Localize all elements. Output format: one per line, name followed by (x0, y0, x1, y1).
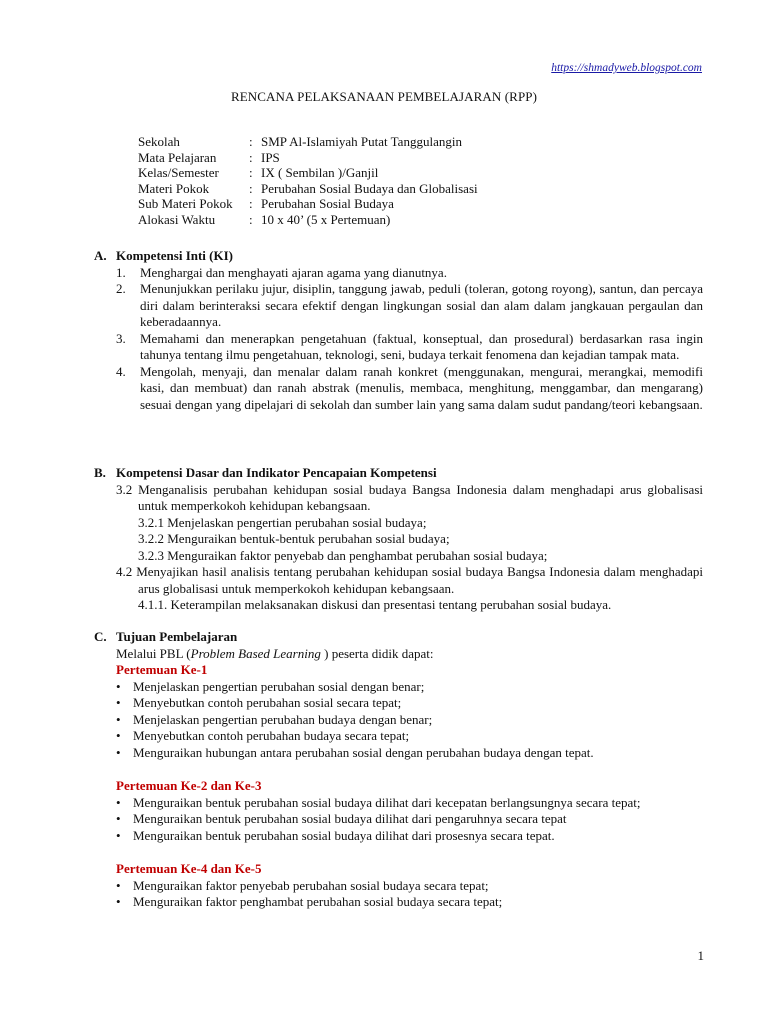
info-row-kelas-semester (138, 165, 478, 181)
list-item (116, 728, 703, 745)
info-value: 10 x 40’ (5 x Pertemuan) (261, 211, 391, 227)
info-row-alokasi-waktu (138, 212, 478, 228)
list-text: Menyebutkan contoh perubahan budaya secara tepat; (133, 728, 410, 743)
info-colon: : (249, 149, 253, 165)
bullet-list (116, 795, 703, 845)
info-value: Perubahan Sosial Budaya dan Globalisasi (261, 180, 478, 196)
bullet-list (116, 679, 703, 762)
section-letter: C. (94, 629, 107, 644)
bullet-icon: • (116, 695, 121, 710)
intro-emphasis: Problem Based Learning (190, 645, 321, 661)
info-colon: : (249, 180, 253, 196)
section-tujuan-pembelajaran (94, 629, 703, 911)
bullet-icon: • (116, 728, 121, 743)
indicator-list (138, 597, 703, 614)
info-row-sub-materi (138, 196, 478, 212)
section-title: Tujuan Pembelajaran (116, 629, 238, 644)
bullet-icon: • (116, 877, 121, 893)
info-colon: : (249, 165, 253, 180)
info-row-mata-pelajaran (138, 150, 478, 166)
info-label: Mata Pelajaran (138, 149, 217, 165)
list-text: Menjelaskan pengertian perubahan budaya dengan benar; (133, 711, 433, 727)
list-text: Menguraikan bentuk perubahan sosial budaya dilihat dari kecepatan berlangsungnya secara tepat; (133, 794, 641, 810)
intro-after: ) peserta didik dapat: (320, 645, 434, 661)
list-item (116, 745, 703, 762)
list-text: Menunjukkan perilaku jujur, disiplin, tanggung jawab, peduli (toleran, gotong royong), santun, dan percaya diri dalam berinteraksi secara efektif dengan lingkungan sosial dan alam dalam jangkauan pergaulan dan keberadaannya. (140, 281, 703, 329)
section-letter: B. (94, 465, 106, 480)
info-label: Sub Materi Pokok (138, 196, 233, 211)
list-text: Menguraikan faktor penghambat perubahan sosial budaya secara tepat; (133, 894, 503, 909)
list-text: Menyebutkan contoh perubahan sosial secara tepat; (133, 695, 402, 710)
kd-text: 4.2 Menyajikan hasil analisis tentang perubahan kehidupan sosial budaya Bangsa Indonesia dalam menghadapi arus globalisasi untuk memperkokoh kehidupan kebangsaan. (116, 564, 703, 596)
intro-before: Melalui PBL ( (116, 645, 191, 661)
list-number: 2. (116, 281, 126, 296)
bullet-icon: • (116, 894, 121, 909)
bullet-list (116, 878, 703, 911)
info-table (138, 134, 478, 227)
info-row-sekolah (138, 134, 478, 150)
meeting-title: Pertemuan Ke-1 (116, 662, 208, 677)
section-title: Kompetensi Dasar dan Indikator Pencapaian Kompetensi (116, 465, 437, 480)
list-item (116, 795, 703, 812)
meeting-title: Pertemuan Ke-4 dan Ke-5 (116, 861, 262, 876)
info-label: Alokasi Waktu (138, 211, 216, 227)
info-value: IPS (261, 149, 280, 165)
info-label: Kelas/Semester (138, 165, 219, 180)
list-item (116, 331, 703, 364)
section-heading (94, 465, 703, 482)
bullet-icon: • (116, 827, 121, 843)
list-number: 3. (116, 330, 126, 346)
info-colon: : (249, 196, 253, 211)
kd-item (116, 564, 703, 597)
document-title: RENCANA PELAKSANAAN PEMBELAJARAN (RPP) (230, 89, 538, 104)
list-item (116, 265, 703, 282)
info-colon: : (249, 134, 253, 149)
kd-item (116, 482, 703, 515)
list-text: Menjelaskan pengertian perubahan sosial dengan benar; (133, 678, 425, 694)
info-label: Materi Pokok (138, 180, 210, 196)
page-number: 1 (697, 948, 704, 963)
blog-url-link[interactable]: https://shmadyweb.blogspot.com (551, 62, 702, 74)
meeting-title: Pertemuan Ke-2 dan Ke-3 (116, 778, 262, 793)
bullet-icon: • (116, 678, 121, 694)
indicator-item: 3.2.2 Menguraikan bentuk-bentuk perubahan sosial budaya; (138, 531, 450, 546)
intro-text (116, 646, 703, 663)
list-item (116, 695, 703, 712)
bullet-icon: • (116, 811, 121, 826)
info-value: IX ( Sembilan )/Ganjil (261, 165, 379, 180)
info-colon: : (249, 211, 253, 227)
kd-text: 3.2 Menganalisis perubahan kehidupan sosial budaya Bangsa Indonesia dalam menghadapi arus globalisasi untuk memperkokoh kehidupan kebangsaan. (116, 481, 703, 513)
indicator-item: 4.1.1. Keterampilan melaksanakan diskusi dan presentasi tentang perubahan sosial budaya. (138, 597, 612, 612)
list-text: Menguraikan bentuk perubahan sosial budaya dilihat dari pengaruhnya secara tepat (133, 811, 567, 826)
info-label: Sekolah (138, 134, 180, 149)
list-item (116, 828, 703, 845)
list-text: Menguraikan bentuk perubahan sosial budaya dilihat dari prosesnya secara tepat. (133, 827, 555, 843)
list-item (116, 712, 703, 729)
info-row-materi-pokok (138, 181, 478, 197)
list-item (116, 281, 703, 331)
section-letter: A. (94, 248, 107, 263)
list-text: Mengolah, menyaji, dan menalar dalam ranah konkret (menggunakan, mengurai, merangkai, memodifi kasi, dan membuat) dan ranah abstrak (menulis, membaca, menghitung, menggambar, dan mengarang) sesuai dengan yang dipelajari di sekolah dan sumber lain yang sama dalam sudut pandang/teori kebangsaan. (140, 363, 703, 412)
list-item (116, 894, 703, 911)
section-heading (94, 629, 703, 646)
ki-list (116, 265, 703, 414)
list-item (116, 811, 703, 828)
list-item (116, 364, 703, 414)
list-text: Menguraikan faktor penyebab perubahan sosial budaya secara tepat; (133, 877, 489, 893)
indicator-item: 3.2.1 Menjelaskan pengertian perubahan sosial budaya; (138, 514, 427, 530)
section-kompetensi-dasar (94, 465, 703, 614)
info-value: Perubahan Sosial Budaya (261, 196, 394, 211)
indicator-item: 3.2.3 Menguraikan faktor penyebab dan penghambat perubahan sosial budaya; (138, 547, 548, 563)
indicator-list (138, 515, 703, 565)
bullet-icon: • (116, 794, 121, 810)
list-text: Menghargai dan menghayati ajaran agama yang dianutnya. (140, 264, 447, 280)
list-text: Memahami dan menerapkan pengetahuan (faktual, konseptual, dan prosedural) berdasarkan rasa ingin tahunya tentang ilmu pengetahuan, teknologi, seni, budaya terkait fenomena dan kejadian tampak mata. (140, 330, 703, 362)
list-text: Menguraikan hubungan antara perubahan sosial dengan perubahan budaya dengan tepat. (133, 744, 594, 760)
list-number: 1. (116, 264, 126, 280)
list-item (116, 679, 703, 696)
info-value: SMP Al-Islamiyah Putat Tanggulangin (261, 134, 462, 149)
section-title: Kompetensi Inti (KI) (116, 248, 233, 263)
section-kompetensi-inti (94, 248, 703, 413)
section-heading (94, 248, 703, 265)
list-number: 4. (116, 363, 126, 379)
bullet-icon: • (116, 744, 121, 760)
list-item (116, 878, 703, 895)
bullet-icon: • (116, 711, 121, 727)
